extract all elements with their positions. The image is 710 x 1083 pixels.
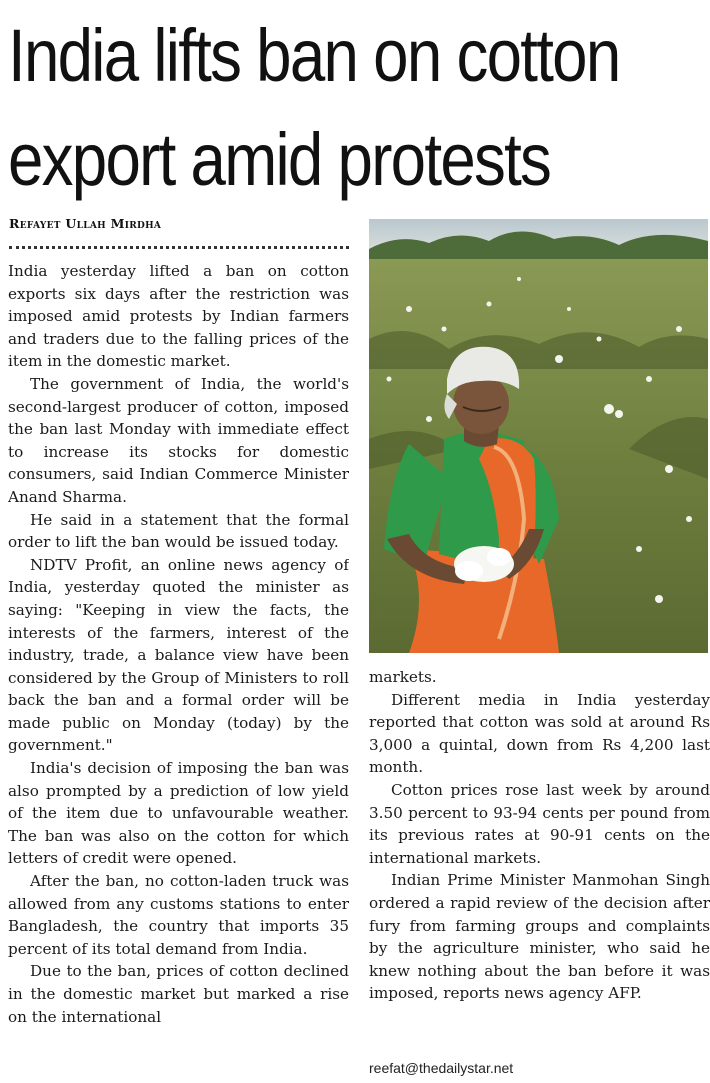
paragraph: India's decision of imposing the ban was also prompted by a prediction of low yield of the item due to unfavourable weather. The ban was also on the cotton for which letters of credit were opened.	[8, 759, 349, 868]
news-photo	[369, 219, 708, 653]
paragraph: Due to the ban, prices of cotton declined in the domestic market but marked a rise on the international	[8, 962, 349, 1026]
article-left-column	[8, 260, 349, 1083]
headline	[8, 4, 620, 212]
paragraph: Indian Prime Minister Manmohan Singh ordered a rapid review of the decision after fury from farming groups and complaints by the agriculture minister, who said he knew nothing about the ban before it was imposed, reports news agency AFP.	[369, 871, 710, 1003]
paragraph: Cotton prices rose last week by around 3.50 percent to 93-94 cents per pound from its previous rates at 90-91 cents on the international markets.	[369, 780, 710, 867]
paragraph: India yesterday lifted a ban on cotton exports six days after the restriction was imposed amid protests by Indian farmers and traders due to the falling prices of the item in the domestic market.	[8, 262, 349, 371]
cotton-picker-photo	[369, 219, 708, 653]
byline-divider	[9, 246, 349, 249]
headline-line-1: India lifts ban on cotton	[8, 14, 620, 97]
article-right-column	[369, 666, 710, 1005]
paragraph: Different media in India yesterday reported that cotton was sold at around Rs 3,000 a quintal, down from Rs 4,200 last month.	[369, 690, 710, 777]
headline-line-2: export amid protests	[8, 118, 551, 201]
author-email: reefat@thedailystar.net	[369, 1060, 514, 1076]
paragraph: After the ban, no cotton-laden truck was allowed from any customs stations to enter Bangladesh, the country that imports 35 percent of its total demand from India.	[8, 872, 349, 958]
paragraph: NDTV Profit, an online news agency of India, yesterday quoted the minister as saying: "Keeping in view the facts, the interests of the farmers, interest of the industry, trade, a balance view have been considered by the Group of Ministers to roll back the ban and a formal order will be made public on Monday (today) by the government."	[8, 555, 349, 755]
paragraph: He said in a statement that the formal order to lift the ban would be issued today.	[8, 510, 349, 552]
paragraph: markets.	[369, 668, 437, 686]
paragraph: The government of India, the world's second-largest producer of cotton, imposed the ban last Monday with immediate effect to increase its stocks for domestic consumers, said Indian Commerce Minister Anand Sharma.	[8, 374, 349, 506]
byline: Refayet Ullah Mirdha	[9, 216, 162, 231]
